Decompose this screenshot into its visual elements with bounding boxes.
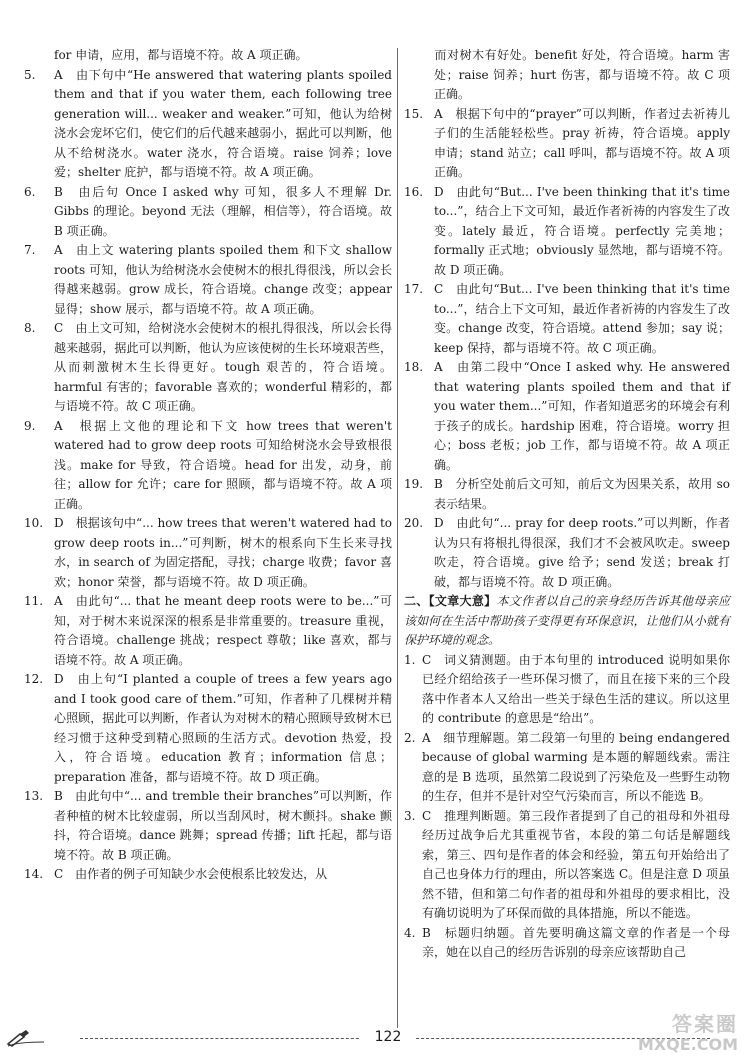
right-column	[404, 46, 730, 963]
answer-item: 9. A 根据上文他的理论和下文 how trees that weren't watered had to grow deep roots 可知给树浇水会导致根很浅。make for 导致，符合语境。head for 出发，动身，前往；allow for 允许；care for 照顾，都与语境不符。故 A 项正确。	[24, 418, 392, 511]
answer-item: 10. D 根据该句中“... how trees that weren't watered had to grow deep roots in...”可判断，树木的根系向下生长来寻找水，in search of 为固定搭配，寻找；charge 收费；favor 喜欢；honor 荣誉，都与语境不符。故 D 项正确。	[24, 516, 392, 589]
answer-item: 而对树木有好处。benefit 好处，符合语境。harm 害处；raise 饲养；hurt 伤害，都与语境不符。故 C 项正确。	[434, 48, 730, 101]
page-number: 122	[360, 1028, 416, 1048]
answer-item: 19. B 分析空处前后文可知，前后文为因果关系，故用 so 表示结果。	[404, 477, 730, 511]
answer-item: 20. D 由此句“... pray for deep roots.”可以判断，作者认为只有将根扎得很深，我们才不会被风吹走。sweep 吹走，符合语境。give 给予；send 发送；break 打破，都与语境不符。故 D 项正确。	[404, 516, 730, 589]
watermark-en: MXQE.COM	[637, 1035, 738, 1054]
answer-item: 11. A 由此句“... that he meant deep roots were to be...”可知，对于树木来说深深的根系是非常重要的。treasure 重视，符合语境。challenge 挑战；respect 尊敬；like 喜欢，都与语境不符。故 A 项正确。	[24, 594, 392, 667]
answer-item: 4. B 标题归纳题。首先要明确这篇文章的作者是一个母亲，她在以自己的经历告诉别的母亲应该帮助自己	[404, 925, 730, 959]
answer-item: 8. C 由上文可知，给树浇水会使树木的根扎得很浅，所以会长得越来越弱，据此可以判断，他认为应该使树的生长环境艰苦些，从而刺激树木生长得更好。tough 艰苦的，符合语境。harmful 有害的；favorable 喜欢的；wonderful 精彩的，都与语境不符。故 C 项正确。	[24, 321, 392, 413]
column-divider	[397, 48, 398, 1038]
watermark-cn: 答案圈	[672, 1012, 738, 1036]
answer-item: for 申请，应用，都与语境不符。故 A 项正确。	[54, 48, 308, 62]
section-summary: 二、【文章大意】本文作者以自己的亲身经历告诉其他母亲应该如何在生活中帮助孩子变得更有环保意识，让他们从小就有保护环境的观念。	[404, 594, 730, 647]
answer-item: 1. C 词义猜测题。由于本句里的 introduced 说明如果你已经介绍给孩子一些环保习惯了，而且在接下来的三个段落中作者本人又给出一些关于绿色生活的建议。所以这里的 contribute 的意思是“给出”。	[404, 652, 730, 725]
answer-item: 17. C 由此句“But... I've been thinking that it's time to...”，结合上下文可知，最近作者祈祷的内容发生了改变。change 改变，符合语境。attend 参加；say 说；keep 保持，都与语境不符。故 C 项正确。	[404, 282, 730, 355]
answer-item: 6. B 由后句 Once I asked why 可知，很多人不理解 Dr. Gibbs 的理论。beyond 无法（理解，相信等），符合语境。故 B 项正确。	[24, 184, 392, 238]
answer-item: 7. A 由上文 watering plants spoiled them 和下文 shallow roots 可知，他认为给树浇水会使树木的根扎得很浅，所以会长得越来越弱。grow 成长，符合语境。change 改变；appear 显得；show 展示，都与语境不符。故 A 项正确。	[24, 243, 392, 316]
answer-item: 14. C 由作者的例子可知缺少水会使根系比较发达，从	[24, 867, 328, 881]
answer-item: 12. D 由上句“I planted a couple of trees a few years ago and I took good care of them.”可知，作者种了几棵树并精心照顾，据此可以判断，作者认为对树木的精心照顾导致树木已经习惯于这种受到精心照顾的生活方式。devotion 热爱，投入，符合语境。education 教育；information 信息；preparation 准备，都与语境不符。故 D 项正确。	[24, 672, 392, 784]
left-column	[24, 46, 392, 885]
answer-item: 2. A 细节理解题。第二段第一句里的 being endangered because of global warming 是本题的解题线索。需注意的是 B 选项，虽然第二段说到了污染危及一些野生动物的生存，但并不是针对空气污染而言，所以不能选 B。	[404, 730, 730, 803]
answer-item: 16. D 由此句“But... I've been thinking that it's time to...”，结合上下文可知，最近作者祈祷的内容发生了改变。lately 最近，符合语境。perfectly 完美地；formally 正式地；obviously 显然地，都与语境不符。故 D 项正确。	[404, 184, 730, 277]
watermark-logo	[588, 1012, 738, 1058]
pen-icon	[6, 1028, 46, 1055]
answer-item: 18. A 由第二段中“Once I asked why. He answered that watering plants spoiled them and that if you water them...”可知，作者知道恶劣的环境会有利于孩子的成长。hardship 困难，符合语境。worry 担心；boss 老板；job 工作，都与语境不符。故 A 项正确。	[404, 360, 730, 472]
answer-item: 13. B 由此句中“... and tremble their branches”可以判断，作者种植的树木比较虚弱，所以当刮风时，树木颤抖。shake 颤抖，符合语境。dance 跳舞；spread 传播；lift 托起，都与语境不符。故 B 项正确。	[24, 789, 392, 862]
answer-item: 3. C 推理判断题。第三段作者提到了自己的祖母和外祖母经历过战争后尤其重视节省，本段的第二句话是解题线索，第三、四句是作者的体会和经验，第五句开始给出了自己也身体力行的理由，所以答案选 C。但是注意 D 项虽然不错，但和第二句作者的祖母和外祖母的要求相比，没有确切说明为了环保而做的具体措施，所以不能选。	[404, 808, 730, 920]
answer-item: 5. A 由下句中“He answered that watering plants spoiled them and that if you water them, each following tree generation will... weaker and weaker.”可知，他认为给树浇水会宠坏它们，使它们的后代越来越弱小，据此可以判断，他从不给树浇水。water 浇水，符合语境。raise 饲养；love 爱；shelter 庇护，都与语境不符。故 A 项正确。	[24, 67, 392, 179]
answer-item: 15. A 根据下句中的“prayer”可以判断，作者过去祈祷儿子们的生活能轻松些。pray 祈祷，符合语境。apply 申请；stand 站立；call 呼叫，都与语境不符。故 A 项正确。	[404, 106, 730, 179]
